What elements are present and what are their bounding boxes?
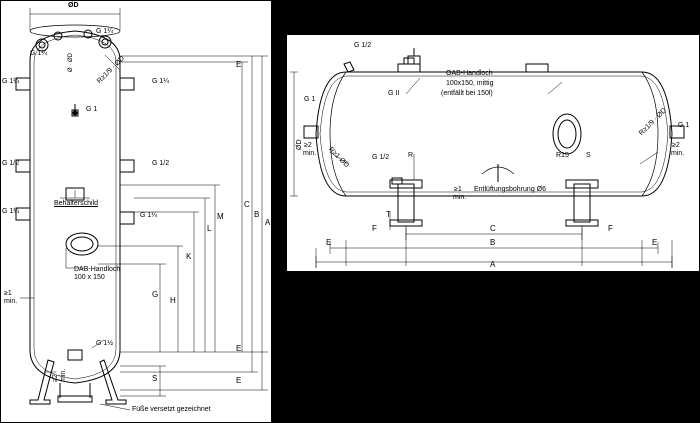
v-min-bottom-value: ≥2 (52, 374, 59, 382)
v-min-left-unit: min. (4, 298, 18, 305)
h-dim-diameter: ØD (296, 139, 303, 150)
h-radius-note: R≥1/9 · ØD (638, 106, 668, 137)
h-min-left-value: ≥2 (304, 142, 312, 149)
v-dim-L: L (207, 224, 212, 233)
v-port-g1: G 1 (86, 106, 98, 113)
horizontal-vessel-view (286, 34, 700, 272)
h-dim-T: T (386, 210, 391, 219)
v-dim-diameter: ØD (68, 2, 79, 9)
v-dim-E-mid: E (236, 344, 242, 353)
h-min-center-value: ≥1 (454, 186, 462, 193)
h-port-g12-top: G 1/2 (354, 42, 372, 49)
h-dim-E-right: E (652, 238, 658, 247)
h-dim-F-left: F (372, 224, 377, 233)
v-dim-B: B (254, 210, 260, 219)
h-dim-B: B (490, 238, 496, 247)
h-radius-r: R (408, 152, 414, 159)
h-dim-E-left: E (326, 238, 332, 247)
h-dim-A: A (490, 260, 496, 269)
h-port-g1-right: G 1 (678, 122, 690, 129)
h-manhole-line2: 100x150, mittig (446, 80, 494, 87)
h-port-g2: G II (388, 90, 400, 97)
h-radius-s: S (586, 152, 591, 159)
h-radius-left: R≥1·ØD (327, 146, 351, 170)
v-dim-H: H (170, 296, 176, 305)
v-port-g114-left-lower: G 1¼ (2, 208, 20, 215)
v-port-g12-right: G 1/2 (152, 160, 170, 167)
v-manhole-line2: 100 x 150 (74, 274, 105, 281)
vertical-vessel-svg (0, 0, 272, 423)
v-port-g12-left: G 1/2 (2, 160, 20, 167)
v-dim-E-top: E (236, 60, 242, 69)
v-top-small-dim: Ø · ØD (68, 53, 74, 72)
v-nameplate-label: Behälterschild (54, 200, 98, 207)
v-dim-C: C (244, 200, 250, 209)
v-dim-K: K (186, 252, 192, 261)
v-port-g112-bottom: G 1½ (96, 340, 114, 347)
h-manhole-line3: (entfällt bei 150l) (441, 90, 493, 97)
h-dim-C: C (490, 224, 496, 233)
v-dim-M: M (217, 212, 224, 221)
v-port-g114-right-upper: G 1¼ (152, 78, 170, 85)
v-manhole-line1: DAB-Handloch (74, 266, 121, 273)
horizontal-vessel-svg (286, 34, 700, 272)
h-dim-F-right: F (608, 224, 613, 233)
h-port-g12-mid: G 1/2 (372, 154, 390, 161)
h-min-center-unit: min. (453, 194, 467, 201)
vertical-vessel-view (0, 0, 272, 423)
v-dim-S: S (152, 374, 158, 383)
v-min-left-value: ≥1 (4, 290, 12, 297)
h-manhole-line1: OAB-Handloch (446, 70, 493, 77)
h-port-g1-left: G 1 (304, 96, 316, 103)
v-dim-G: G (152, 290, 159, 299)
v-port-g114-top-right: G 1¼ (96, 28, 114, 35)
v-foot-note: Füße versetzt gezeichnet (132, 406, 211, 413)
v-port-g114-right-lower: G 1¼ (140, 212, 158, 219)
v-radius-note: R≥1/9 · ØD (96, 54, 126, 85)
v-dim-A: A (265, 218, 271, 227)
h-min-right-value: ≥2 (672, 142, 680, 149)
v-dim-E-bottom: E (236, 376, 242, 385)
v-min-bottom-unit: min. (60, 368, 67, 382)
h-vent-note: Entlüftungsbohrung Ø6 (474, 186, 546, 193)
v-port-g114-top-left: G 1¼ (30, 50, 48, 57)
h-min-right-unit: min. (671, 150, 685, 157)
h-radius-r15: R15 (556, 152, 569, 159)
h-min-left-unit: min. (303, 150, 317, 157)
v-port-g114-left-upper: G 1¼ (2, 78, 20, 85)
